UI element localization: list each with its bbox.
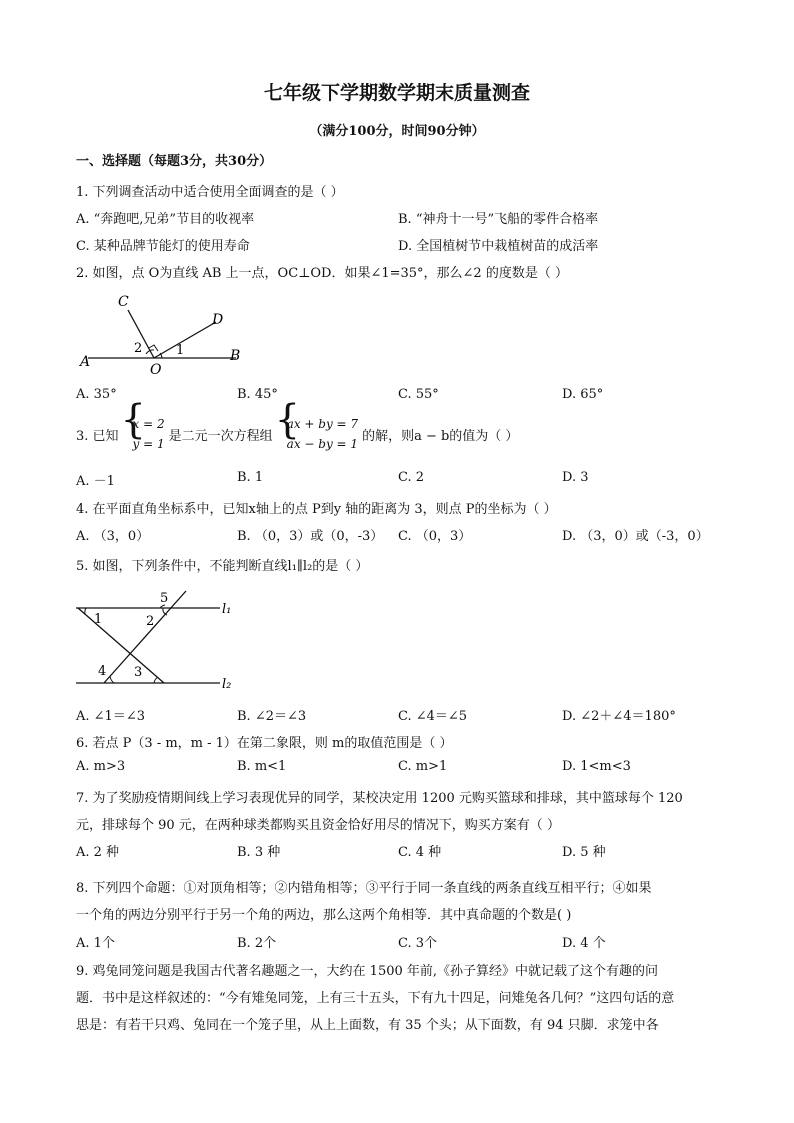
q1-stem: 1. 下列调查活动中适合使用全面调查的是（ ） — [76, 185, 344, 200]
q8-option-a: A. 1个 — [76, 936, 115, 951]
q7-option-a: A. 2 种 — [76, 845, 120, 860]
q6-option-c: C. m>1 — [398, 759, 448, 774]
q4-option-a: A. （3，0） — [76, 529, 150, 544]
q3-solution-system — [123, 414, 165, 454]
q3-option-d: D. 3 — [562, 470, 589, 485]
q4-option-c: C. （0，3） — [398, 529, 472, 544]
page-title: 七年级下学期数学期末质量测查 — [263, 82, 530, 104]
q5-option-b: B. ∠2＝∠3 — [237, 709, 307, 724]
q2-fig-label-d: D — [212, 312, 224, 328]
q1-option-c: C. 某种品牌节能灯的使用寿命 — [76, 239, 250, 254]
q8-line-2: 一个角的两边分别平行于另一个角的两边，那么这两个角相等．其中真命题的个数是( ) — [76, 908, 572, 923]
q5-option-c: C. ∠4＝∠5 — [398, 709, 468, 724]
q3-s1a: x = 2 — [132, 417, 165, 431]
q3-option-a: A. －1 — [76, 474, 115, 489]
q2-fig-label-c: C — [118, 294, 129, 310]
q2-fig-angle-2: 2 — [134, 341, 143, 356]
q8-line-1: 8. 下列四个命题：①对顶角相等；②内错角相等；③平行于同一条直线的两条直线互相平行；④如果 — [76, 881, 652, 896]
q1-option-d: D. 全国植树节中栽植树苗的成活率 — [398, 239, 599, 254]
q3-option-c: C. 2 — [398, 470, 425, 485]
q8-option-c: C. 3个 — [398, 936, 438, 951]
q9-line-3: 思是：有若干只鸡、兔同在一个笼子里，从上上面数，有 35 个头；从下面数，有 94 只脚．求笼中各 — [76, 1018, 659, 1033]
q6-stem: 6. 若点 P（3 - m，m - 1）在第二象限，则 m的取值范围是（ ） — [76, 736, 453, 751]
q5-option-a: A. ∠1＝∠3 — [76, 709, 145, 724]
q5-fig-angle-1: 1 — [94, 612, 103, 627]
q2-option-a: A. 35° — [76, 387, 117, 402]
q3-equation-system — [277, 414, 358, 454]
q3-s2b: ax − by = 1 — [286, 437, 359, 451]
q4-option-b: B. （0，3）或（0，-3） — [237, 529, 384, 544]
q2-fig-label-a: A — [80, 354, 91, 370]
q5-fig-angle-4: 4 — [98, 664, 107, 679]
q7-option-b: B. 3 种 — [237, 845, 281, 860]
q3-option-b: B. 1 — [237, 470, 264, 485]
section-heading: 一、选择题（每题3分，共30分） — [76, 154, 273, 169]
q6-option-d: D. 1<m<3 — [562, 759, 631, 774]
q5-stem: 5. 如图，下列条件中，不能判断直线l₁∥l₂的是（ ） — [76, 559, 369, 574]
q1-option-b: B. “神舟十一号”飞船的零件合格率 — [398, 212, 599, 227]
q3-s1b: y = 1 — [132, 437, 165, 451]
q5-fig-angle-2: 2 — [146, 614, 155, 629]
q2-fig-label-b: B — [230, 348, 241, 364]
q9-line-2: 题．书中是这样叙述的：“今有雉兔同笼，上有三十五头，下有九十四足，问雉兔各几何？”这四句话的意 — [76, 991, 675, 1006]
q7-line-1: 7. 为了奖励疫情期间线上学习表现优异的同学，某校决定用 1200 元购买篮球和排球，其中篮球每个 120 — [76, 791, 683, 806]
q7-option-c: C. 4 种 — [398, 845, 442, 860]
q8-option-d: D. 4 个 — [562, 936, 606, 951]
q5-fig-line-l2: l₂ — [222, 677, 232, 692]
q2-option-c: C. 55° — [398, 387, 439, 402]
q7-line-2: 元，排球每个 90 元，在两种球类都购买且资金恰好用尽的情况下，购买方案有（ ） — [76, 818, 560, 833]
q2-fig-angle-1: 1 — [176, 343, 185, 358]
q5-fig-angle-3: 3 — [134, 665, 143, 680]
q5-option-d: D. ∠2＋∠4＝180° — [562, 709, 676, 724]
page-subtitle: （满分100分，时间90分钟） — [309, 124, 485, 139]
q2-fig-label-o: O — [150, 362, 162, 378]
q3-stem-post: 的解，则a − b的值为（ ） — [362, 428, 519, 444]
q9-line-1: 9. 鸡兔同笼问题是我国古代著名趣题之一，大约在 1500 年前,《孙子算经》中就记载了这个有趣的问 — [76, 964, 659, 979]
q2-figure — [76, 290, 256, 380]
q2-option-b: B. 45° — [237, 387, 278, 402]
q6-option-a: A. m>3 — [76, 759, 126, 774]
q4-option-d: D. （3，0）或（-3，0） — [562, 529, 709, 544]
q6-option-b: B. m<1 — [237, 759, 287, 774]
q1-option-a: A. “奔跑吧,兄弟”节目的收视率 — [76, 212, 255, 227]
q2-stem: 2. 如图，点 O为直线 AB 上一点，OC⊥OD．如果∠1=35°，那么∠2 的度数是（ ） — [76, 266, 568, 281]
q3-stem — [76, 412, 518, 456]
q3-stem-mid: 是二元一次方程组 — [168, 428, 273, 444]
q2-option-d: D. 65° — [562, 387, 604, 402]
q8-option-b: B. 2个 — [237, 936, 277, 951]
q5-fig-angle-5: 5 — [160, 591, 169, 606]
q7-option-d: D. 5 种 — [562, 845, 606, 860]
q5-fig-line-l1: l₁ — [222, 602, 232, 617]
q3-s2a: ax + by = 7 — [286, 417, 359, 431]
q4-stem: 4. 在平面直角坐标系中，已知x轴上的点 P到y 轴的距离为 3，则点 P的坐标为（ ） — [76, 502, 557, 517]
q3-stem-pre: 3. 已知 — [76, 428, 119, 444]
q5-figure — [70, 585, 250, 695]
